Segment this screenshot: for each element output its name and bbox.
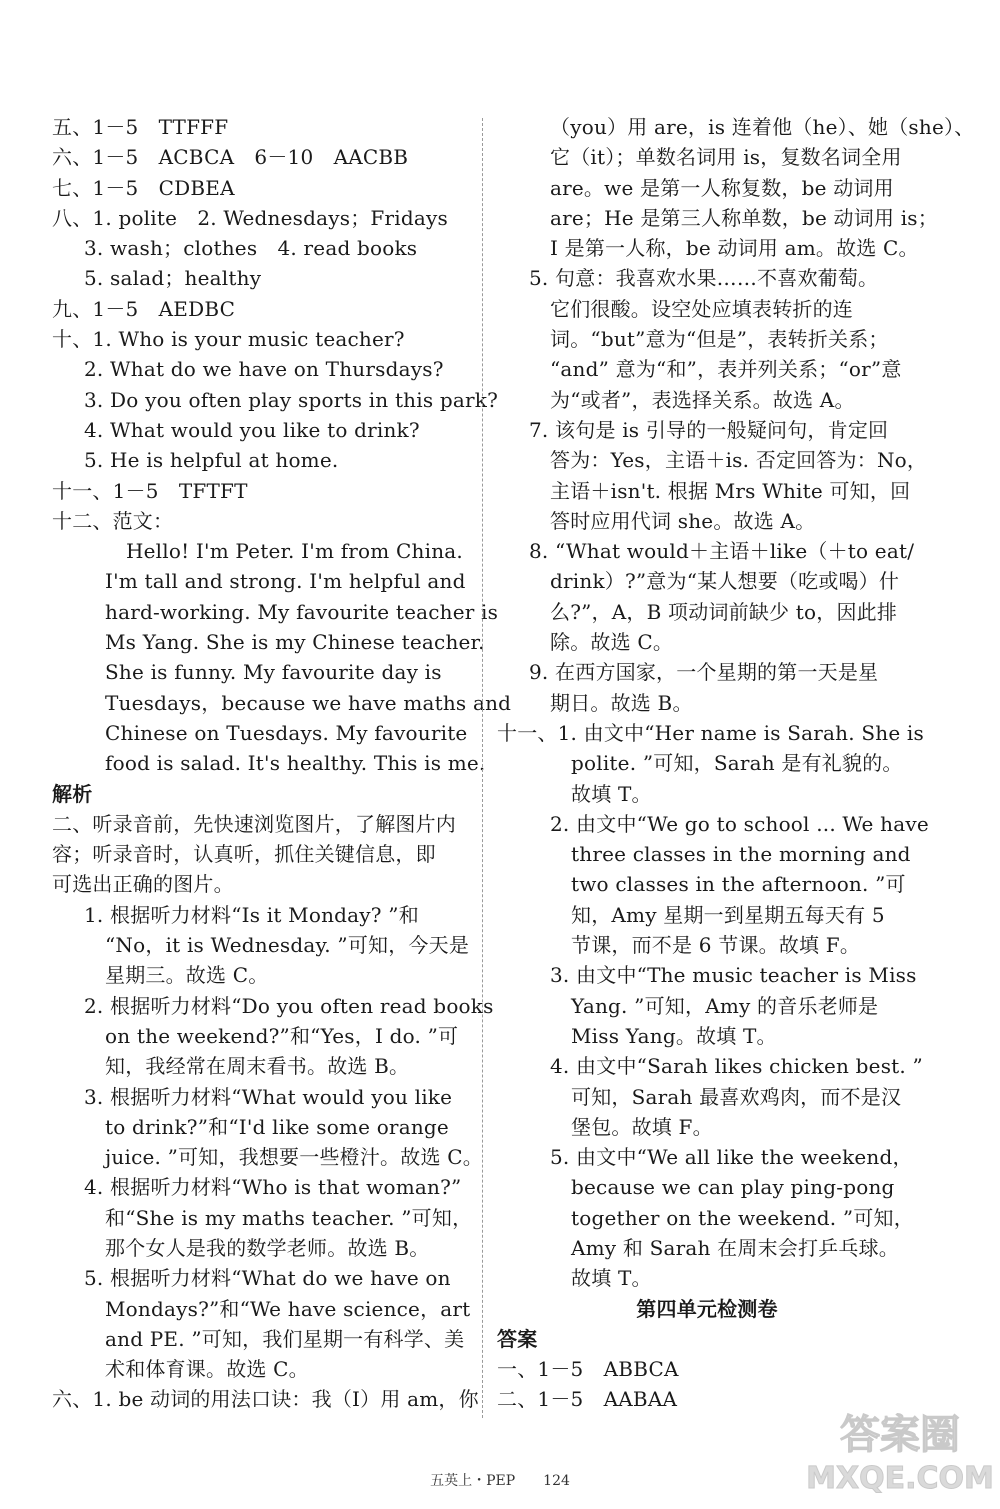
right-line: 可知，Sarah 最喜欢鸡肉，而不是汉 — [571, 1084, 902, 1109]
watermark-bottom: MXQE.COM — [806, 1461, 994, 1496]
right-line: Amy 和 Sarah 在周末会打乒乓球。 — [571, 1235, 899, 1260]
left-line: “No，it is Wednesday. ”可知，今天是 — [105, 933, 470, 958]
left-line: 5. salad；healthy — [84, 266, 262, 291]
left-line: 1. 根据听力材料“Is it Monday? ”和 — [84, 902, 419, 927]
right-line: 除。故选 C。 — [550, 630, 674, 655]
right-line: 5. 句意：我喜欢水果……不喜欢葡萄。 — [529, 266, 879, 291]
left-line: food is salad. It's healthy. This is me. — [105, 751, 486, 776]
right-line: 十一、1. 由文中“Her name is Sarah. She is — [497, 720, 924, 745]
right-line: 它们很酸。设空处应填表转折的连 — [550, 296, 853, 321]
right-line: 答案 — [497, 1326, 538, 1351]
left-line: Mondays?”和“We have science，art — [105, 1296, 471, 1321]
right-line: because we can play ping-pong — [571, 1175, 895, 1200]
right-line: I 是第一人称，be 动词用 am。故选 C。 — [550, 236, 919, 261]
right-line: 堡包。故填 F。 — [571, 1114, 713, 1139]
right-line: 一、1－5 ABBCA — [497, 1357, 679, 1382]
right-line: 2. 由文中“We go to school ... We have — [550, 811, 929, 836]
right-line: 答时应用代词 she。故选 A。 — [550, 508, 816, 533]
left-line: Hello! I'm Peter. I'm from China. — [126, 539, 463, 564]
left-line: 4. What would you like to drink? — [84, 417, 420, 442]
right-line: （you）用 are，is 连着他（he）、她（she）、 — [550, 115, 975, 139]
right-line: are。we 是第一人称复数，be 动词用 — [550, 175, 894, 200]
right-line: drink）?”意为“某人想要（吃或喝）什 — [550, 569, 900, 594]
left-line: 4. 根据听力材料“Who is that woman?” — [84, 1175, 462, 1200]
right-line: 二、1－5 AABAA — [497, 1387, 678, 1412]
right-line: Yang. ”可知，Amy 的音乐老师是 — [571, 993, 879, 1018]
left-line: 那个女人是我的数学老师。故选 B。 — [105, 1235, 430, 1260]
left-line: 十一、1－5 TFTFT — [52, 478, 248, 503]
right-column — [497, 112, 975, 1415]
left-line: 5. He is helpful at home. — [84, 448, 339, 473]
right-line: 为“或者”，表选择关系。故选 A。 — [550, 387, 855, 412]
watermark-top: 答案圈 — [840, 1412, 960, 1458]
right-line: polite. ”可知，Sarah 是有礼貌的。 — [571, 751, 903, 776]
left-line: 九、1－5 AEDBC — [52, 296, 236, 321]
left-line: 容；听录音时，认真听，抓住关键信息，即 — [52, 842, 436, 867]
left-line: I'm tall and strong. I'm helpful and — [105, 569, 466, 594]
right-line: 答为：Yes，主语＋is. 否定回答为：No， — [550, 448, 928, 473]
right-line: 节课，而不是 6 节课。故填 F。 — [571, 933, 861, 958]
right-line: 故填 T。 — [571, 781, 652, 806]
right-line: 7. 该句是 is 引导的一般疑问句，肯定回 — [529, 417, 889, 442]
left-line: 和“She is my maths teacher. ”可知， — [105, 1205, 473, 1230]
right-line: 知，Amy 星期一到星期五每天有 5 — [571, 902, 885, 927]
left-line: She is funny. My favourite day is — [105, 660, 442, 685]
page-footer: 五英上・PEP 124 — [430, 1473, 570, 1489]
left-line: 六、1－5 ACBCA 6－10 AACBB — [52, 145, 409, 170]
right-line: “and” 意为“和”，表并列关系；“or”意 — [550, 357, 902, 382]
left-line: 术和体育课。故选 C。 — [105, 1357, 309, 1382]
left-line: 二、听录音前，先快速浏览图片，了解图片内 — [52, 811, 456, 836]
watermark-logo — [806, 1400, 994, 1500]
left-line: and PE. ”可知，我们星期一有科学、美 — [105, 1326, 465, 1351]
right-line: 3. 由文中“The music teacher is Miss — [550, 963, 917, 988]
right-line: 4. 由文中“Sarah likes chicken best. ” — [550, 1054, 923, 1079]
left-line: 知，我经常在周末看书。故选 B。 — [105, 1054, 410, 1079]
right-line: 故填 T。 — [571, 1266, 652, 1291]
left-line: 2. 根据听力材料“Do you often read books — [84, 993, 494, 1018]
left-line: 3. 根据听力材料“What would you like — [84, 1084, 453, 1109]
right-line: 5. 由文中“We all like the weekend， — [550, 1145, 913, 1170]
left-line: 3. Do you often play sports in this park? — [84, 387, 499, 412]
left-line: 2. What do we have on Thursdays? — [84, 357, 444, 382]
left-line: 星期三。故选 C。 — [105, 963, 269, 988]
right-line: 8. “What would＋主语＋like（＋to eat/ — [529, 539, 915, 564]
left-line: 八、1. polite 2. Wednesdays；Fridays — [52, 205, 448, 230]
left-line: on the weekend?”和“Yes，I do. ”可 — [105, 1023, 459, 1048]
left-line: Chinese on Tuesdays. My favourite — [105, 720, 468, 745]
left-line: 五、1－5 TTFFF — [52, 115, 229, 139]
left-column — [52, 112, 512, 1415]
left-line: 七、1－5 CDBEA — [52, 175, 235, 200]
left-line: hard-working. My favourite teacher is — [105, 599, 499, 624]
left-line: 解析 — [52, 781, 93, 806]
left-line: juice. ”可知，我想要一些橙汁。故选 C。 — [105, 1145, 483, 1170]
column-divider — [482, 118, 483, 1418]
right-line: Miss Yang。故填 T。 — [571, 1023, 777, 1048]
left-line: Tuesdays，because we have maths and — [105, 690, 512, 715]
right-line: two classes in the afternoon. ”可 — [571, 872, 906, 897]
right-line: 么?”，A，B 项动词前缺少 to，因此排 — [550, 599, 898, 624]
left-line: 5. 根据听力材料“What do we have on — [84, 1266, 451, 1291]
right-line: 9. 在西方国家，一个星期的第一天是星 — [529, 660, 879, 685]
left-line: 十、1. Who is your music teacher? — [52, 327, 405, 352]
right-line: three classes in the morning and — [571, 842, 911, 867]
left-line: Ms Yang. She is my Chinese teacher. — [105, 630, 485, 655]
left-line: to drink?”和“I'd like some orange — [105, 1114, 449, 1139]
right-line: 词。“but”意为“但是”，表转折关系； — [550, 327, 889, 352]
right-line: 它（it）；单数名词用 is，复数名词全用 — [550, 145, 902, 170]
left-line: 可选出正确的图片。 — [52, 872, 234, 897]
right-line: are；He 是第三人称单数，be 动词用 is； — [550, 205, 938, 230]
right-line: 期日。故选 B。 — [550, 690, 693, 715]
right-line: 主语＋isn't. 根据 Mrs White 可知，回 — [550, 478, 911, 503]
left-line: 六、1. be 动词的用法口诀：我（I）用 am，你 — [52, 1387, 479, 1412]
left-line: 十二、范文： — [52, 508, 174, 533]
right-line: 第四单元检测卷 — [636, 1296, 778, 1321]
left-line: 3. wash；clothes 4. read books — [84, 236, 418, 261]
right-line: together on the weekend. ”可知， — [571, 1205, 914, 1230]
